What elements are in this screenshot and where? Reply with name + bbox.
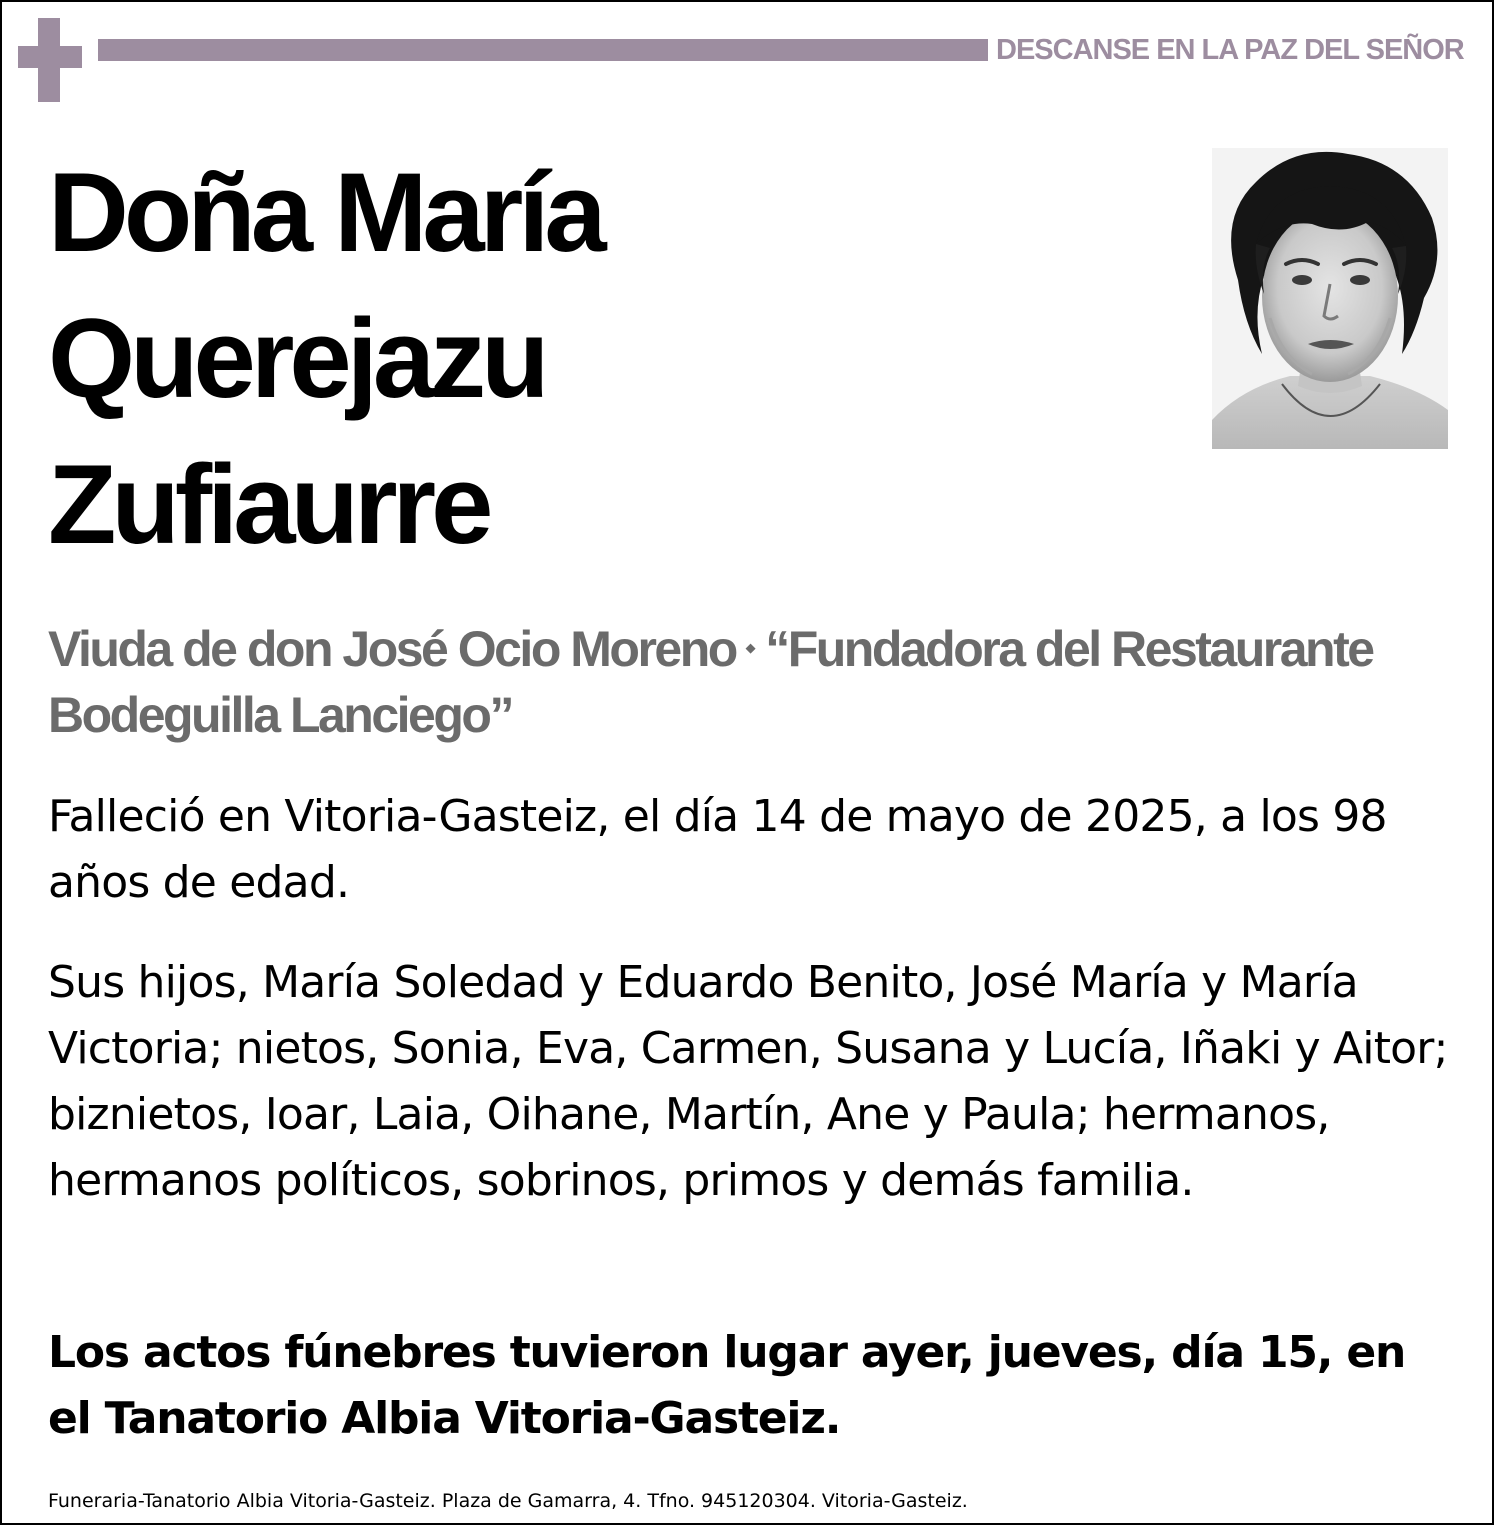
- name-line-1: Doña María: [48, 150, 602, 275]
- name-line-2: Querejazu: [48, 296, 545, 421]
- header-text: DESCANSE EN LA PAZ DEL SEÑOR: [996, 34, 1464, 66]
- diamond-icon: ⬩: [745, 631, 756, 662]
- subtitle-founder: “Fundadora del Restaurante Bodeguilla Lanciego”: [48, 621, 1373, 743]
- death-notice: Falleció en Vitoria-Gasteiz, el día 14 de mayo de 2025, a los 98 años de edad.: [48, 791, 1387, 908]
- family-list: Sus hijos, María Soledad y Eduardo Benito, José María y María Victoria; nietos, Sonia, Eva, Carmen, Susana y Lucía, Iñaki y Aitor; biznietos, Ioar, Laia, Oihane, Martín, Ane y Paula; hermanos, hermanos políticos, sobrinos, primos y demás familia.: [48, 957, 1448, 1206]
- portrait-photo: [1212, 148, 1448, 449]
- deceased-name: [48, 140, 1168, 578]
- subtitle-widow-of: Viuda de don José Ocio Moreno: [48, 621, 736, 677]
- header-bar: [98, 39, 988, 61]
- name-line-3: Zufiaurre: [48, 442, 489, 567]
- subtitle: [48, 618, 1448, 746]
- funeral-home-footer: Funeraria-Tanatorio Albia Vitoria-Gasteiz. Plaza de Gamarra, 4. Tfno. 945120304. Vitoria-Gasteiz.: [48, 1490, 968, 1512]
- cross-icon: [18, 18, 82, 102]
- funeral-notice: Los actos fúnebres tuvieron lugar ayer, jueves, día 15, en el Tanatorio Albia Vitoria-Gasteiz.: [48, 1327, 1406, 1444]
